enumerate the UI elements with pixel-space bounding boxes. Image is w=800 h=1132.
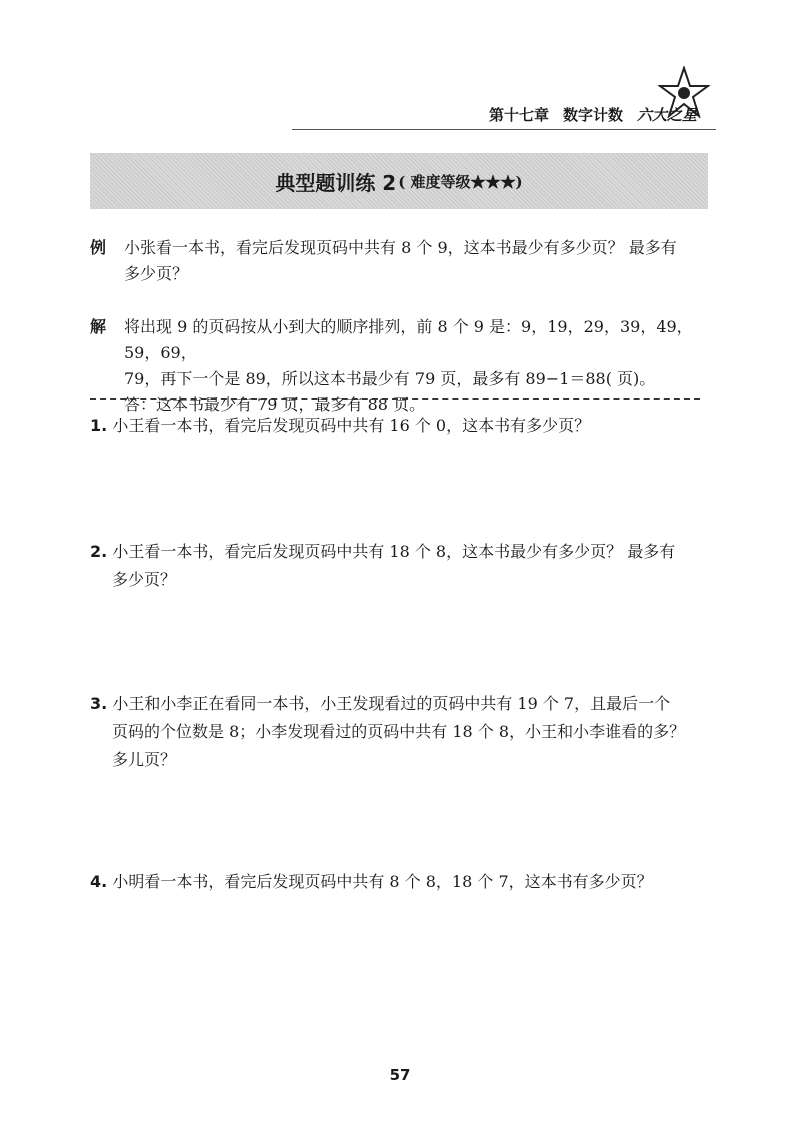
problem-item (90, 868, 708, 896)
answer-line: 答：这本书最少有 79 页，最多有 88 页。 (124, 395, 426, 414)
problem-item (90, 538, 708, 594)
example-label: 例 (90, 238, 107, 257)
solution-line: 79，再下一个是 89，所以这本书最少有 79 页，最多有 89−1＝88( 页)。 (124, 369, 656, 388)
problem-text: 小王看一本书，看完后发现页码中共有 16 个 0，这本书有多少页？ (112, 416, 591, 435)
problem-text: 小明看一本书，看完后发现页码中共有 8 个 8，18 个 7，这本书有多少页？ (112, 872, 653, 891)
problem-text: 页码的个位数是 8；小李发现看过的页码中共有 18 个 8，小王和小李谁看的多？ (112, 722, 686, 741)
example-block (90, 235, 708, 287)
problem-item (90, 690, 708, 774)
problem-number: 1. (90, 416, 108, 435)
header-rule (292, 129, 716, 130)
solution-block (90, 314, 708, 418)
section-title-band (90, 153, 708, 209)
example-line: 小张看一本书，看完后发现页码中共有 8 个 9，这本书最少有多少页？ 最多有 (124, 238, 677, 257)
problem-text: 多少页？ (112, 570, 177, 589)
example-line: 多少页？ (124, 264, 189, 283)
problem-item (90, 412, 708, 440)
problem-text: 小王和小李正在看同一本书，小王发现看过的页码中共有 19 个 7，且最后一个 (112, 694, 671, 713)
header-chapter: 第十七章 (489, 106, 550, 124)
problem-number: 2. (90, 542, 108, 561)
problem-number: 4. (90, 872, 108, 891)
problem-text: 多儿页？ (112, 750, 177, 769)
header-logo-text: 六大之星 (637, 106, 698, 124)
page-number: 57 (389, 1066, 411, 1084)
section-title: 典型题训练 2 (275, 170, 397, 195)
solution-line: 将出现 9 的页码按从小到大的顺序排列，前 8 个 9 是：9，19，29，39，49，59，69， (124, 317, 693, 362)
solution-label: 解 (90, 317, 107, 336)
difficulty-rating: ( 难度等级★★★) (398, 172, 523, 191)
page-header (489, 104, 709, 125)
header-topic: 数字计数 (563, 106, 624, 124)
problem-number: 3. (90, 694, 108, 713)
problem-text: 小王看一本书，看完后发现页码中共有 18 个 8，这本书最少有多少页？ 最多有 (112, 542, 676, 561)
dashed-divider (90, 398, 700, 400)
